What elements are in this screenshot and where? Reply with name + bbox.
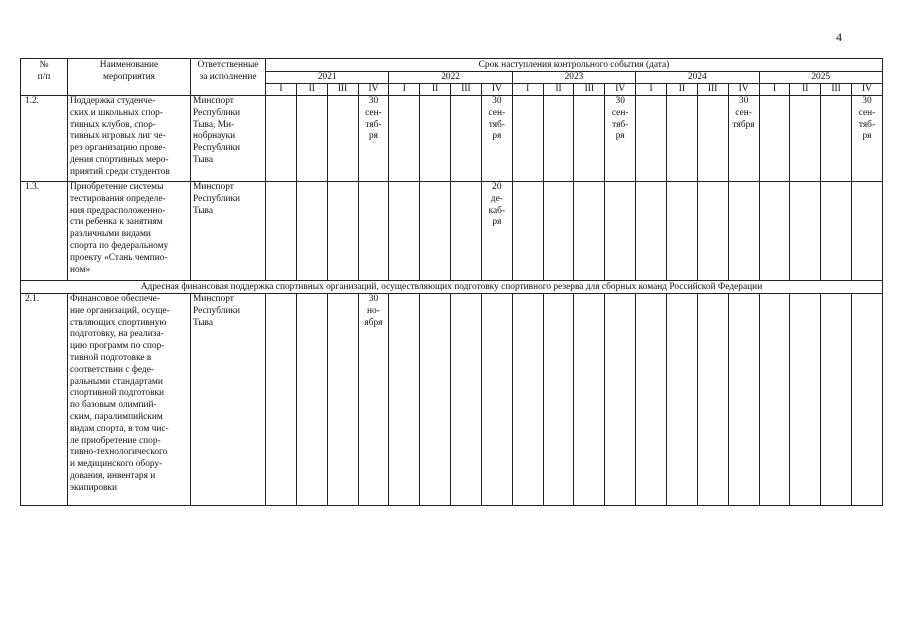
row-name-line: видам спорта, в том чис- bbox=[70, 423, 169, 434]
year-cell: 2021 bbox=[266, 72, 389, 84]
date-cell bbox=[821, 182, 852, 281]
date-cell bbox=[759, 96, 790, 182]
row-responsible-line: Минспорт bbox=[193, 182, 234, 192]
row-name-line: экипировки bbox=[70, 482, 118, 493]
row-name-line: ния предрасположенно- bbox=[70, 205, 166, 216]
quarter-cell: III bbox=[821, 84, 852, 96]
date-cell bbox=[296, 96, 327, 182]
date-cell bbox=[636, 294, 667, 506]
row-name-line: ствляющих спортивную bbox=[70, 317, 167, 328]
date-cell bbox=[790, 96, 821, 182]
date-line: ря bbox=[615, 131, 625, 142]
header-text: мероприятия bbox=[103, 72, 155, 82]
year-cell: 2024 bbox=[636, 72, 759, 84]
date-cell bbox=[358, 96, 389, 182]
page-number: 4 bbox=[836, 30, 842, 44]
row-name-line: Приобретение системы bbox=[70, 182, 164, 192]
date-line: сен- bbox=[858, 107, 876, 118]
row-name-line: приятий среди студентов bbox=[70, 166, 170, 177]
date-cell bbox=[266, 294, 297, 506]
header-num bbox=[21, 59, 68, 96]
date-line: 30 bbox=[492, 96, 502, 106]
row-name bbox=[68, 294, 191, 506]
row-responsible bbox=[191, 294, 266, 506]
row-name-line: по базовым олимпий- bbox=[70, 400, 157, 411]
date-line: сен- bbox=[488, 107, 506, 118]
row-name-line: сти ребенка к занятиям bbox=[70, 217, 163, 228]
row-responsible-line: Тыва bbox=[193, 317, 214, 328]
date-cell bbox=[605, 294, 636, 506]
date-cell bbox=[728, 182, 759, 281]
date-cell bbox=[697, 96, 728, 182]
row-responsible-line: Минспорт bbox=[193, 294, 234, 304]
row-responsible-line: Республики bbox=[193, 193, 241, 204]
date-cell bbox=[852, 96, 883, 182]
row-responsible bbox=[191, 182, 266, 281]
date-cell bbox=[451, 294, 482, 506]
date-cell bbox=[666, 182, 697, 281]
row-number: 1.3. bbox=[21, 182, 68, 281]
date-cell bbox=[790, 182, 821, 281]
date-cell bbox=[852, 182, 883, 281]
row-name-line: подготовку, на реализа- bbox=[70, 329, 164, 340]
date-line: сен- bbox=[735, 107, 752, 118]
quarter-cell: II bbox=[790, 84, 821, 96]
quarter-cell: III bbox=[574, 84, 605, 96]
date-line: 30 bbox=[615, 96, 625, 106]
header-text: № bbox=[39, 60, 49, 70]
quarter-cell: IV bbox=[852, 84, 883, 96]
quarter-cell: II bbox=[420, 84, 451, 96]
row-name-line: тивно-технологического bbox=[70, 447, 168, 458]
row-responsible-line: Тыва bbox=[193, 154, 214, 165]
date-line: ября bbox=[364, 317, 383, 328]
date-line: ря bbox=[368, 131, 378, 142]
date-cell bbox=[296, 294, 327, 506]
date-line: ря bbox=[862, 131, 872, 142]
row-name-line: ским, паралимпийским bbox=[70, 411, 163, 422]
row-number: 1.2. bbox=[21, 96, 68, 182]
header-deadline: Срок наступления контрольного события (дата) bbox=[266, 59, 883, 72]
date-cell bbox=[389, 182, 420, 281]
quarter-cell: I bbox=[636, 84, 667, 96]
row-name-line: тивных клубов, спор- bbox=[70, 119, 156, 130]
date-cell bbox=[420, 294, 451, 506]
row-name-line: ле приобретение спор- bbox=[70, 435, 161, 446]
row-name-line: ном» bbox=[70, 264, 91, 275]
control-events-table bbox=[20, 58, 883, 506]
date-line: 20 bbox=[492, 182, 502, 192]
date-cell bbox=[512, 182, 543, 281]
date-line: 30 bbox=[368, 294, 379, 304]
row-responsible-line: нобрнауки bbox=[193, 131, 236, 142]
header-row bbox=[21, 59, 883, 72]
header-name bbox=[68, 59, 191, 96]
row-name-line: спорта по федеральному bbox=[70, 240, 169, 251]
date-line: но- bbox=[367, 305, 380, 316]
date-cell bbox=[481, 294, 512, 506]
header-text: за исполнение bbox=[199, 72, 257, 82]
row-name-line: спортивной подготовки bbox=[70, 388, 165, 399]
row-name-line: цию программ по спор- bbox=[70, 341, 165, 352]
date-line: тяб- bbox=[858, 119, 876, 130]
row-name bbox=[68, 96, 191, 182]
quarter-cell: I bbox=[389, 84, 420, 96]
date-cell bbox=[697, 294, 728, 506]
quarter-cell: I bbox=[266, 84, 297, 96]
row-name-line: и медицинского обору- bbox=[70, 459, 163, 470]
row-responsible-line: Тыва bbox=[193, 205, 214, 216]
date-cell bbox=[327, 182, 358, 281]
date-cell bbox=[327, 96, 358, 182]
date-cell bbox=[543, 182, 574, 281]
header-text: Наименование bbox=[99, 60, 159, 70]
quarter-cell: I bbox=[759, 84, 790, 96]
date-line: ря bbox=[492, 131, 502, 142]
date-cell bbox=[420, 182, 451, 281]
date-line: 30 bbox=[738, 96, 749, 106]
date-cell bbox=[543, 294, 574, 506]
date-cell bbox=[266, 96, 297, 182]
date-cell bbox=[512, 294, 543, 506]
date-cell bbox=[389, 96, 420, 182]
date-cell bbox=[358, 294, 389, 506]
date-cell bbox=[420, 96, 451, 182]
row-number: 2.1. bbox=[21, 294, 68, 506]
date-line: ря bbox=[492, 217, 502, 228]
date-line: тяб- bbox=[488, 119, 505, 130]
date-cell bbox=[605, 96, 636, 182]
date-cell bbox=[728, 294, 759, 506]
row-name-line: тивной подготовке в bbox=[70, 352, 152, 363]
date-cell bbox=[697, 182, 728, 281]
date-line: тяб- bbox=[365, 119, 382, 130]
date-line: тября bbox=[732, 119, 755, 130]
date-cell bbox=[636, 96, 667, 182]
quarter-cell: III bbox=[451, 84, 482, 96]
quarter-cell: IV bbox=[358, 84, 389, 96]
table-row bbox=[21, 294, 883, 506]
table-row bbox=[21, 96, 883, 182]
row-name-line: Финансовое обеспече- bbox=[70, 294, 160, 304]
quarter-cell: III bbox=[697, 84, 728, 96]
date-cell bbox=[574, 294, 605, 506]
row-name-line: рез организацию прове- bbox=[70, 143, 166, 154]
row-responsible bbox=[191, 96, 266, 182]
row-name-line: тивных игровых лиг че- bbox=[70, 131, 166, 142]
header-responsible bbox=[191, 59, 266, 96]
date-cell bbox=[512, 96, 543, 182]
year-cell: 2023 bbox=[512, 72, 635, 84]
row-name-line: ских и школьных спор- bbox=[70, 107, 163, 118]
year-cell: 2022 bbox=[389, 72, 512, 84]
row-name-line: различными видами bbox=[70, 229, 151, 240]
date-cell bbox=[605, 182, 636, 281]
date-cell bbox=[728, 96, 759, 182]
date-cell bbox=[481, 96, 512, 182]
date-cell bbox=[389, 294, 420, 506]
date-cell bbox=[266, 182, 297, 281]
quarter-cell: IV bbox=[728, 84, 759, 96]
date-cell bbox=[451, 182, 482, 281]
row-responsible-line: Минспорт bbox=[193, 96, 234, 106]
row-name-line: ние организаций, осуще- bbox=[70, 305, 170, 316]
date-cell bbox=[358, 182, 389, 281]
row-responsible-line: Республики bbox=[193, 143, 241, 154]
row-name-line: проекту «Стань чемпио- bbox=[70, 252, 168, 263]
row-name-line: ральными стандартами bbox=[70, 376, 163, 387]
date-cell bbox=[666, 96, 697, 182]
date-cell bbox=[296, 182, 327, 281]
quarter-cell: IV bbox=[605, 84, 636, 96]
date-line: 30 bbox=[368, 96, 379, 106]
row-name-line: Поддержка студенче- bbox=[70, 96, 156, 106]
date-cell bbox=[666, 294, 697, 506]
quarter-cell: II bbox=[543, 84, 574, 96]
row-name-line: соответствии с феде- bbox=[70, 364, 154, 375]
date-line: де- bbox=[490, 193, 503, 204]
date-cell bbox=[574, 182, 605, 281]
date-cell bbox=[852, 294, 883, 506]
date-line: каб- bbox=[488, 205, 506, 216]
header-text: п/п bbox=[37, 72, 51, 82]
date-line: сен- bbox=[365, 107, 382, 118]
quarter-cell: III bbox=[327, 84, 358, 96]
date-cell bbox=[821, 294, 852, 506]
date-cell bbox=[759, 294, 790, 506]
year-cell: 2025 bbox=[759, 72, 882, 84]
date-cell bbox=[790, 294, 821, 506]
date-cell bbox=[574, 96, 605, 182]
quarter-cell: IV bbox=[481, 84, 512, 96]
date-cell bbox=[327, 294, 358, 506]
row-responsible-line: Республики bbox=[193, 107, 241, 118]
row-name bbox=[68, 182, 191, 281]
date-cell bbox=[481, 182, 512, 281]
row-responsible-line: Тыва, Ми- bbox=[193, 119, 235, 130]
quarter-cell: II bbox=[666, 84, 697, 96]
date-line: тяб- bbox=[612, 119, 629, 130]
quarter-cell: II bbox=[296, 84, 327, 96]
date-line: 30 bbox=[862, 96, 872, 106]
header-text: Ответственные bbox=[197, 60, 259, 70]
date-cell bbox=[451, 96, 482, 182]
date-line: сен- bbox=[611, 107, 629, 118]
row-name-line: дения спортивных меро- bbox=[70, 154, 169, 165]
quarter-cell: I bbox=[512, 84, 543, 96]
date-cell bbox=[821, 96, 852, 182]
date-cell bbox=[759, 182, 790, 281]
section-row bbox=[21, 281, 883, 294]
row-name-line: тестирования определе- bbox=[70, 193, 166, 204]
row-name-line: дования, инвентаря и bbox=[70, 470, 156, 481]
date-cell bbox=[636, 182, 667, 281]
row-responsible-line: Республики bbox=[193, 305, 241, 316]
section-title: Адресная финансовая поддержка спортивных организаций, осуществляющих подготовку спортивного резерва для сборных команд Российской Федерации bbox=[21, 281, 883, 294]
date-cell bbox=[543, 96, 574, 182]
table-row bbox=[21, 182, 883, 281]
